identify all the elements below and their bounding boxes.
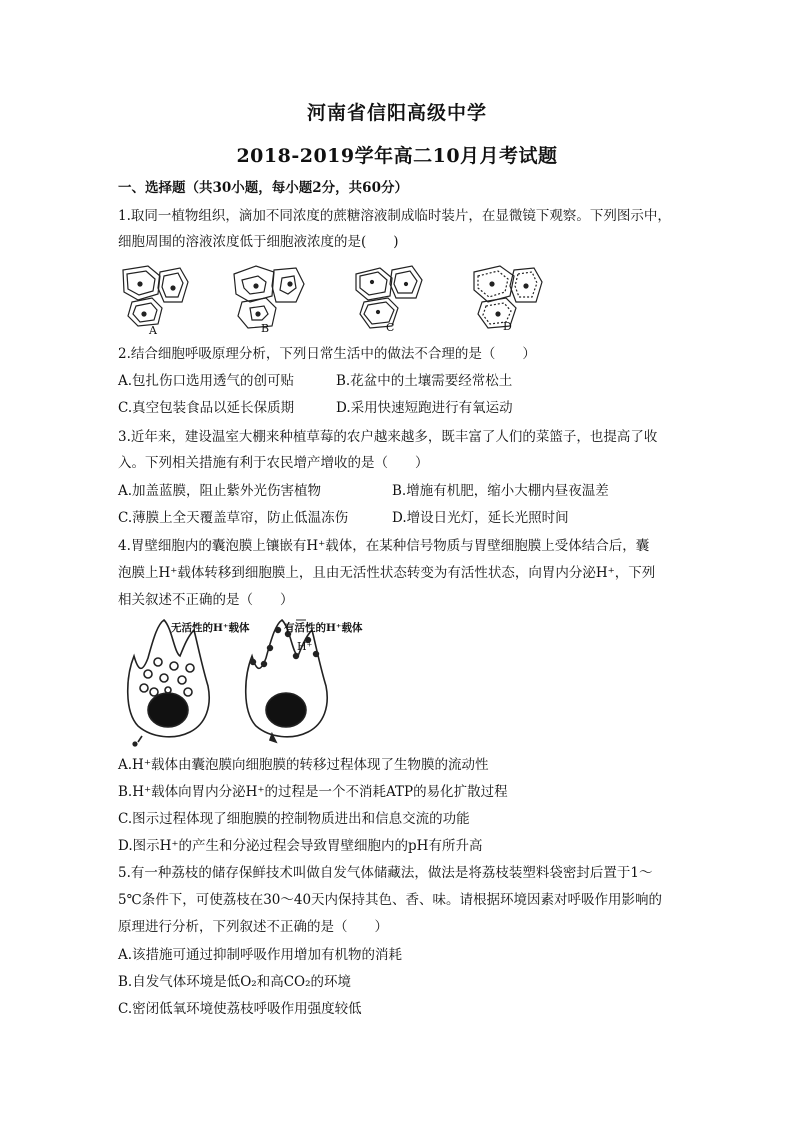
q2-option-d: D.采用快速短跑进行有氧运动 bbox=[336, 400, 513, 416]
q4-option-b: B.H⁺载体向胃内分泌H⁺的过程是一个不消耗ATP的易化扩散过程 bbox=[118, 784, 508, 800]
q5-stem-line2: 5℃条件下，可使荔枝在30～40天内保持其色、香、味。请根据环境因素对呼吸作用影响的 bbox=[118, 892, 663, 908]
q2-option-c: C.真空包装食品以延长保质期 bbox=[118, 400, 295, 416]
q3-stem-line1: 3.近年来，建设温室大棚来种植草莓的农户越来越多，既丰富了人们的菜篮子，也提高了收 bbox=[118, 429, 658, 445]
q2-option-a: A.包扎伤口选用透气的创可贴 bbox=[118, 373, 295, 389]
q5-option-c: C.密闭低氧环境使荔枝呼吸作用强度较低 bbox=[118, 1001, 362, 1017]
q2-stem: 2.结合细胞呼吸原理分析，下列日常生活中的做法不合理的是（ ） bbox=[118, 346, 536, 362]
section-heading: 一、选择题（共30小题，每小题2分，共60分） bbox=[118, 180, 408, 196]
q4-option-c: C.图示过程体现了细胞膜的控制物质进出和信息交流的功能 bbox=[118, 811, 470, 827]
q4-stem-line3: 相关叙述不正确的是（ ） bbox=[118, 592, 294, 608]
q1-label-d: D bbox=[503, 320, 512, 333]
q4-label-h-ion: H⁺ bbox=[297, 640, 313, 653]
q1-stem-line1: 1.取同一植物组织，滴加不同浓度的蔗糖溶液制成临时装片，在显微镜下观察。下列图示中， bbox=[118, 208, 671, 224]
q4-label-active-carrier: 有活性的H⁺载体 bbox=[284, 622, 363, 634]
q3-option-d: D.增设日光灯，延长光照时间 bbox=[392, 510, 569, 526]
q5-option-a: A.该措施可通过抑制呼吸作用增加有机物的消耗 bbox=[118, 947, 403, 963]
q3-option-a: A.加盖蓝膜，阻止紫外光伤害植物 bbox=[118, 483, 322, 499]
q1-label-c: C bbox=[386, 321, 395, 334]
q4-stem-line1: 4.胃壁细胞内的囊泡膜上镶嵌有H⁺载体，在某种信号物质与胃壁细胞膜上受体结合后，囊 bbox=[118, 538, 650, 554]
q1-cell-figures bbox=[118, 262, 558, 336]
cell-figure-d bbox=[474, 266, 542, 328]
q5-option-b: B.自发气体环境是低O₂和高CO₂的环境 bbox=[118, 974, 351, 990]
q5-stem-line3: 原理进行分析，下列叙述不正确的是（ ） bbox=[118, 919, 388, 935]
q3-option-c: C.薄膜上全天覆盖草帘，防止低温冻伤 bbox=[118, 510, 349, 526]
school-title: 河南省信阳高级中学 bbox=[306, 102, 487, 124]
q1-label-a: A bbox=[149, 324, 157, 337]
exam-title: 2018-2019学年高二10月月考试题 bbox=[236, 145, 558, 167]
q4-option-a: A.H⁺载体由囊泡膜向细胞膜的转移过程体现了生物膜的流动性 bbox=[118, 757, 489, 773]
q4-option-d: D.图示H⁺的产生和分泌过程会导致胃壁细胞内的pH有所升高 bbox=[118, 838, 483, 854]
cell-figure-a bbox=[123, 266, 188, 326]
q5-stem-line1: 5.有一种荔枝的储存保鲜技术叫做自发气体储藏法，做法是将荔枝装塑料袋密封后置于1～ bbox=[118, 865, 653, 881]
q3-stem-line2: 入。下列相关措施有利于农民增产增收的是（ ） bbox=[118, 455, 429, 471]
q1-label-b: B bbox=[261, 322, 270, 335]
cell-figure-b bbox=[234, 266, 304, 328]
q4-label-inactive-carrier: 无活性的H⁺载体 bbox=[171, 622, 250, 634]
q4-parietal-cell-figure bbox=[118, 616, 388, 748]
q2-option-b: B.花盆中的土壤需要经常松土 bbox=[336, 373, 513, 389]
cell-figure-c bbox=[356, 266, 422, 328]
q4-stem-line2: 泡膜上H⁺载体转移到细胞膜上，且由无活性状态转变为有活性状态，向胃内分泌H⁺，下列 bbox=[118, 565, 656, 581]
q1-stem-line2: 细胞周围的溶液浓度低于细胞液浓度的是( ) bbox=[118, 234, 399, 250]
q3-option-b: B.增施有机肥，缩小大棚内昼夜温差 bbox=[392, 483, 609, 499]
